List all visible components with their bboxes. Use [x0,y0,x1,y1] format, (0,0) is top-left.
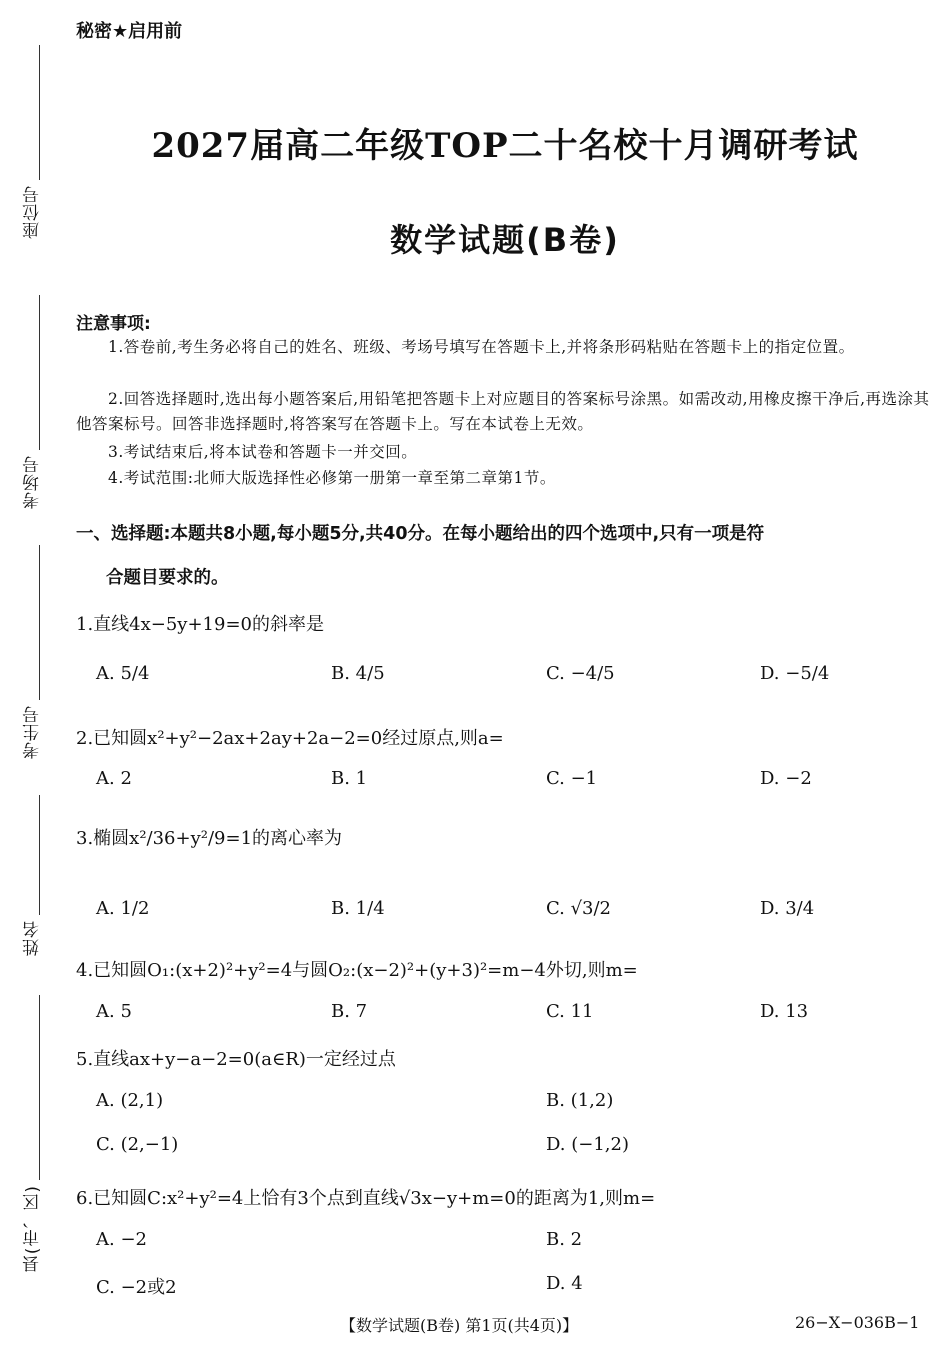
q4-option-b: B. 7 [331,1001,368,1022]
section-line-1: 一、选择题:本题共8小题,每小题5分,共40分。在每小题给出的四个选项中,只有一项是符 [76,524,765,544]
margin-line [39,795,40,915]
notice-item: 4.考试范围:北师大版选择性必修第一册第一章至第二章第1节。 [108,469,556,487]
question-3: 3.椭圆x²/36+y²/9=1的离心率为 [76,828,343,849]
exam-subtitle: 数学试题(B卷) [390,221,620,259]
notice-item: 3.考试结束后,将本试卷和答题卡一并交回。 [108,443,418,461]
question-6: 6.已知圆C:x²+y²=4上恰有3个点到直线√3x−y+m=0的距离为1,则m= [76,1188,656,1209]
q3-option-b: B. 1/4 [331,898,385,919]
q3-option-d: D. 3/4 [760,898,815,919]
q2-option-c: C. −1 [546,768,598,789]
q1-option-a: A. 5/4 [96,663,150,684]
section-heading [76,512,938,600]
q1-option-b: B. 4/5 [331,663,385,684]
q3-option-c: C. √3/2 [546,898,612,919]
q1-option-d: D. −5/4 [760,663,830,684]
q5-option-b: B. (1,2) [546,1090,614,1111]
q1-option-c: C. −4/5 [546,663,615,684]
q6-option-a: A. −2 [96,1229,147,1250]
notice-item: 1.答卷前,考生务必将自己的姓名、班级、考场号填写在答题卡上,并将条形码粘贴在答题卡上的指定位置。 [108,338,855,356]
q6-option-d: D. 4 [546,1273,583,1294]
margin-line [39,295,40,450]
q2-option-b: B. 1 [331,768,368,789]
margin-candidate-no: 考生号 [23,705,43,759]
q2-option-a: A. 2 [96,768,132,789]
q4-option-c: C. 11 [546,1001,594,1022]
margin-exam-room: 考场号 [23,455,43,509]
q6-option-c: C. −2或2 [96,1277,177,1298]
margin-line [39,995,40,1180]
question-2: 2.已知圆x²+y²−2ax+2ay+2a−2=0经过原点,则a= [76,728,504,749]
q2-option-d: D. −2 [760,768,812,789]
exam-title: 2027届高二年级TOP二十名校十月调研考试 [151,126,859,166]
q4-option-a: A. 5 [96,1001,132,1022]
q4-option-d: D. 13 [760,1001,809,1022]
q3-option-a: A. 1/2 [96,898,150,919]
q6-option-b: B. 2 [546,1229,583,1250]
footer-page-info: 【数学试题(B卷) 第1页(共4页)】 [340,1316,579,1335]
q5-option-d: D. (−1,2) [546,1134,629,1155]
confidential-label: 秘密★启用前 [76,21,183,42]
question-4: 4.已知圆O₁:(x+2)²+y²=4与圆O₂:(x−2)²+(y+3)²=m−4外切,则m= [76,960,638,981]
q5-option-c: C. (2,−1) [96,1134,179,1155]
q5-option-a: A. (2,1) [96,1090,164,1111]
margin-county: 县(市、区) [23,1185,43,1273]
footer-paper-code: 26−X−036B−1 [795,1313,920,1332]
question-1: 1.直线4x−5y+19=0的斜率是 [76,614,325,635]
margin-line [39,545,40,700]
notice-item: 2.回答选择题时,选出每小题答案后,用铅笔把答题卡上对应题目的答案标号涂黑。如需改动,用橡皮擦干净后,再选涂其他答案标号。回答非选择题时,将答案写在答题卡上。写在本试卷上无效。 [76,390,930,433]
notice-heading: 注意事项: [76,314,151,334]
question-5: 5.直线ax+y−a−2=0(a∈R)一定经过点 [76,1049,396,1070]
margin-name: 姓名 [23,920,43,956]
margin-seat-no: 座位号 [23,185,43,239]
section-line-2: 合题目要求的。 [106,568,229,588]
